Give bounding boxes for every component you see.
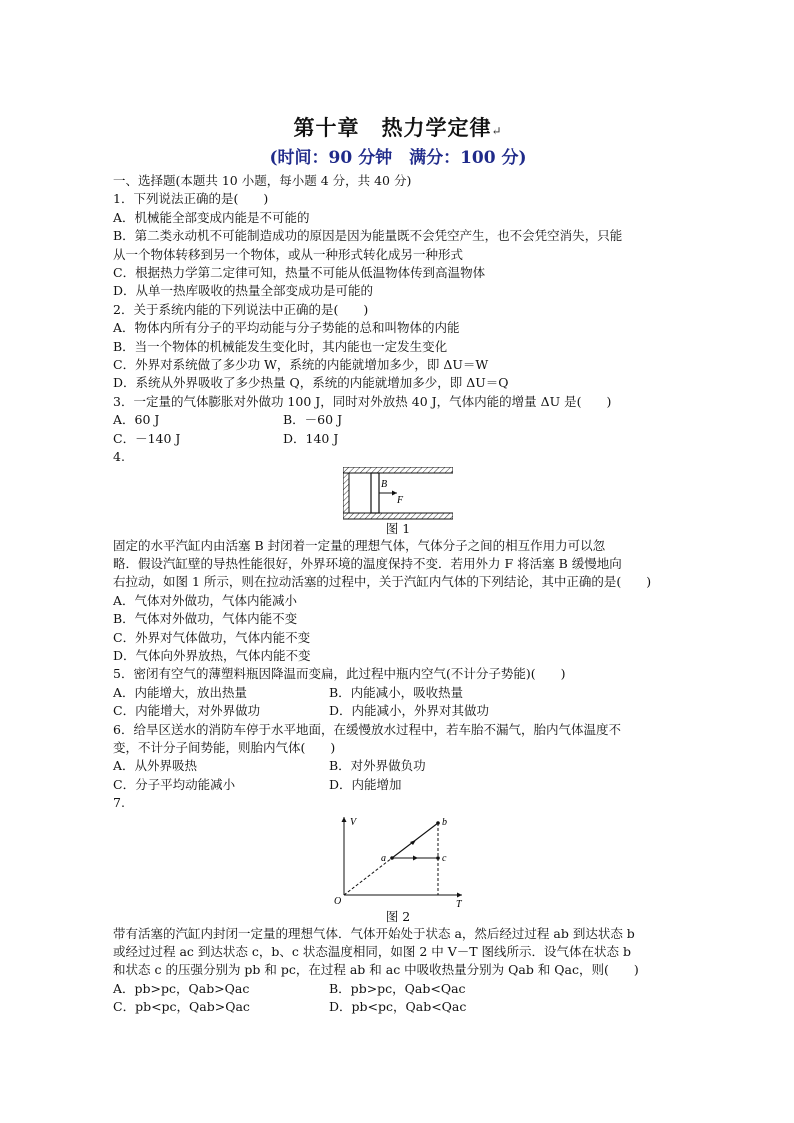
q6-stem-line2: 变，不计分子间势能，则胎内气体( ) [113, 739, 336, 755]
q4-option-b: B．气体对外做功，气体内能不变 [113, 611, 298, 627]
cylinder-bottom-wall [343, 513, 453, 519]
figure-1-caption: 图 1 [385, 520, 411, 536]
q3-options-row1 [113, 411, 683, 429]
q4-stem-line2: 略．假设汽缸壁的导热性能很好，外界环境的温度保持不变．若用外力 F 将活塞 B 缓慢地向 [113, 555, 622, 571]
q3-option-c: C．－140 J [113, 430, 181, 446]
q7-option-c: C．pb<pc，Qab>Qac [113, 999, 250, 1015]
q5-stem: 5．密闭有空气的薄塑料瓶因降温而变扁，此过程中瓶内空气(不计分子势能)( ) [113, 666, 566, 682]
q5-option-d: D．内能减小，外界对其做功 [329, 703, 490, 719]
process-ac-arrow [413, 855, 418, 860]
q7-stem-line2: 或经过过程 ac 到达状态 c，b、c 状态温度相同，如图 2 中 V－T 图线所示．设气体在状态 b [113, 944, 632, 959]
figure-2-caption: 图 2 [385, 908, 411, 924]
exam-page [113, 112, 683, 1017]
q6-options-row1 [113, 757, 683, 775]
q5-option-a: A．内能增大，放出热量 [113, 684, 248, 700]
q7-option-b: B．pb>pc，Qab<Qac [329, 980, 466, 996]
label-b: B [381, 478, 388, 490]
label-a: a [381, 852, 386, 864]
q6-stem-line1: 6．给旱区送水的消防车停于水平地面，在缓慢放水过程中，若车胎不漏气，胎内气体温度不 [113, 721, 621, 737]
v-axis-arrow [342, 817, 347, 822]
axis-label-t: T [456, 898, 462, 909]
q5-options-row1 [113, 684, 683, 702]
point-c [436, 856, 440, 860]
q7-options-row1 [113, 980, 683, 998]
q6-options-row2 [113, 776, 683, 794]
q6-option-c: C．分子平均动能减小 [113, 776, 236, 792]
q7-options-row2 [113, 998, 683, 1016]
q4-number: 4. [113, 449, 125, 465]
q4-option-d: D．气体向外界放热，气体内能不变 [113, 647, 311, 663]
q3-option-a: A．60 J [113, 412, 160, 428]
q4-stem-line1: 固定的水平汽缸内由活塞 B 封闭着一定量的理想气体，气体分子之间的相互作用力可以忽 [113, 537, 606, 553]
q6-option-d: D．内能增加 [329, 776, 402, 792]
piston [371, 473, 379, 513]
origin-label: O [334, 895, 342, 907]
cylinder-diagram [343, 467, 453, 521]
q6-option-b: B．对外界做负功 [329, 758, 426, 774]
q1-option-c: C．根据热力学第二定律可知，热量不可能从低温物体传到高温物体 [113, 265, 486, 281]
figure-1 [113, 467, 683, 521]
q3-option-b: B．－60 J [283, 412, 343, 428]
q7-stem-line3: 和状态 c 的压强分别为 pb 和 pc，在过程 ab 和 ac 中吸收热量分别为 Qab 和 Qac，则( ) [113, 962, 639, 978]
q5-option-b: B．内能减小，吸收热量 [329, 684, 464, 700]
axis-label-v: V [350, 816, 357, 828]
point-b [436, 821, 440, 825]
q1-option-d: D．从单一热库吸收的热量全部变成功是可能的 [113, 283, 374, 299]
q4-option-a: A．气体对外做功，气体内能减小 [113, 592, 298, 608]
page-title [113, 112, 683, 144]
return-mark: ↵ [491, 124, 503, 138]
figure-2 [113, 813, 683, 909]
q3-stem: 3．一定量的气体膨胀对外做功 100 J，同时对外放热 40 J，气体内能的增量 ΔU 是( ) [113, 393, 612, 409]
vt-graph [328, 813, 468, 909]
q7-option-d: D．pb<pc，Qab<Qac [329, 999, 467, 1015]
section-heading: 一、选择题(本题共 10 小题，每小题 4 分，共 40 分) [113, 173, 412, 188]
q3-option-d: D．140 J [283, 430, 339, 446]
q7-option-a: A．pb>pc，Qab>Qac [113, 980, 250, 996]
q1-option-b-line1: B．第二类永动机不可能制造成功的原因是因为能量既不会凭空产生，也不会凭空消失，只能 [113, 228, 623, 244]
q7-stem-line1: 带有活塞的汽缸内封闭一定量的理想气体．气体开始处于状态 a，然后经过过程 ab 到达状态 b [113, 925, 635, 941]
q2-option-a: A．物体内所有分子的平均动能与分子势能的总和叫物体的内能 [113, 320, 460, 336]
label-c: c [442, 852, 447, 864]
cylinder-top-wall [343, 467, 453, 473]
q1-option-a: A．机械能全部变成内能是不可能的 [113, 209, 310, 225]
q2-stem: 2．关于系统内能的下列说法中正确的是( ) [113, 301, 369, 317]
q5-options-row2 [113, 702, 683, 720]
q4-stem-line3: 右拉动，如图 1 所示，则在拉动活塞的过程中，关于汽缸内气体的下列结论，其中正确的是( ) [113, 574, 652, 590]
q5-option-c: C．内能增大，对外界做功 [113, 703, 261, 719]
q1-stem: 1．下列说法正确的是( ) [113, 191, 269, 207]
label-pt-b: b [442, 816, 447, 828]
q4-option-c: C．外界对气体做功，气体内能不变 [113, 629, 311, 645]
q7-number: 7. [113, 795, 125, 811]
point-a [390, 856, 394, 860]
t-axis-arrow [457, 892, 462, 897]
label-f: F [397, 494, 404, 506]
cylinder-left-wall [343, 473, 349, 513]
page-subtitle: (时间：90 分钟 满分：100 分) [269, 148, 527, 168]
q2-option-c: C．外界对系统做了多少功 W，系统的内能就增加多少，即 ΔU＝W [113, 357, 489, 373]
q3-options-row2 [113, 430, 683, 448]
q6-option-a: A．从外界吸热 [113, 758, 198, 774]
title-text: 第十章 热力学定律 [293, 115, 492, 140]
q2-option-b: B．当一个物体的机械能发生变化时，其内能也一定发生变化 [113, 338, 448, 354]
q2-option-d: D．系统从外界吸收了多少热量 Q，系统的内能就增加多少，即 ΔU＝Q [113, 375, 509, 391]
q1-option-b-line2: 从一个物体转移到另一个物体，或从一种形式转化成另一种形式 [113, 246, 464, 262]
